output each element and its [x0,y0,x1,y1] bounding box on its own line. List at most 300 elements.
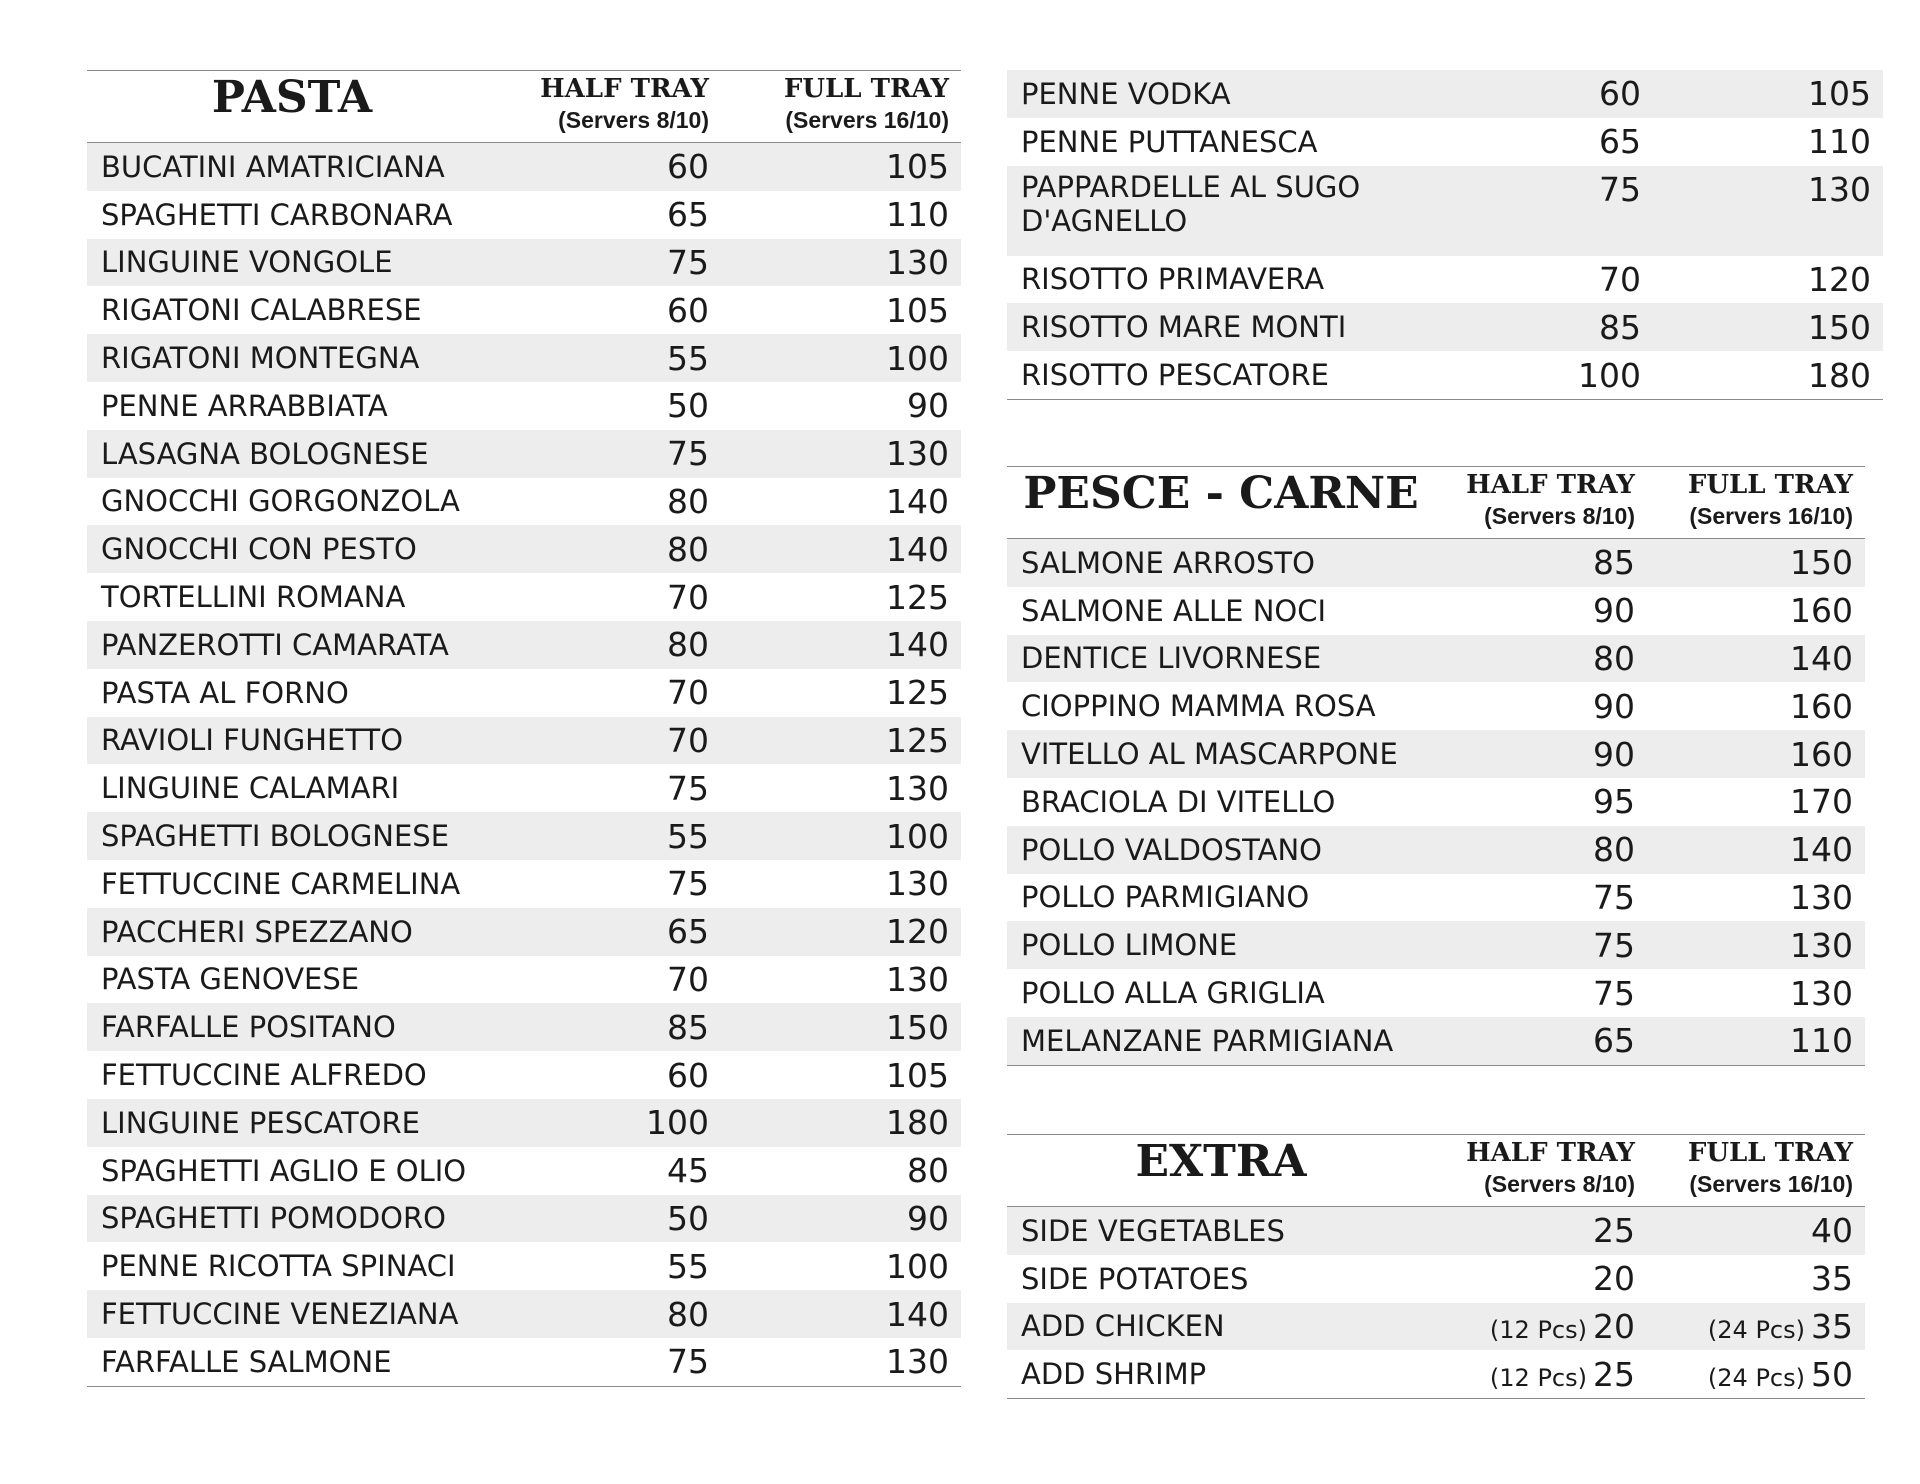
full-tray-value: 140 [886,481,949,521]
half-tray-value: 80 [1593,830,1635,870]
half-tray-price [497,382,721,430]
menu-row [87,1338,961,1386]
dish-name: SALMONE ALLE NOCI [1021,593,1327,628]
half-tray-label: HALF TRAY [1466,470,1635,500]
half-tray-price [497,1242,721,1290]
full-tray-price [721,717,961,765]
full-tray-price [721,1290,961,1338]
half-tray-price [1435,874,1647,922]
half-tray-price [497,764,721,812]
menu-row [87,525,961,573]
half-tray-value: 70 [667,959,709,999]
full-tray-price [721,1195,961,1243]
full-tray-price [721,908,961,956]
half-tray-value: 85 [667,1007,709,1047]
half-tray-value: 50 [667,386,709,426]
dish-name: SPAGHETTI BOLOGNESE [87,812,497,860]
menu-row [87,621,961,669]
full-tray-value: 130 [886,242,949,282]
full-tray-value: 180 [1808,355,1871,395]
half-tray-price [1435,730,1647,778]
half-tray-price [1435,1017,1647,1065]
half-tray-price [1435,635,1647,683]
half-tray-price [497,286,721,334]
half-tray-price [497,478,721,526]
full-tray-piece-count: (24 Pcs) [1707,1363,1805,1392]
menu-row [1007,1350,1865,1398]
dish-name: LASAGNA BOLOGNESE [87,430,497,478]
full-tray-value: 35 [1811,1259,1853,1299]
menu-row [87,956,961,1004]
dish-name: SPAGHETTI CARBONARA [101,197,453,232]
half-tray-servers: (Servers 8/10) [558,107,709,133]
half-tray-servers: (Servers 8/10) [1484,503,1635,529]
full-tray-value: 120 [886,912,949,952]
half-tray-price [1435,826,1647,874]
full-tray-value: 140 [886,1294,949,1334]
half-tray-value: 25 [1593,1354,1635,1394]
menu-row [1007,166,1883,256]
half-tray-value: 20 [1593,1259,1635,1299]
half-tray-value: 45 [667,1151,709,1191]
menu-row [1007,539,1865,587]
half-tray-price [1435,1207,1647,1255]
menu-row [1007,730,1865,778]
full-tray-value: 160 [1790,686,1853,726]
full-tray-value: 160 [1790,734,1853,774]
half-tray-price [497,191,721,239]
full-tray-price [721,1003,961,1051]
dish-name: FETTUCCINE CARMELINA [101,866,461,901]
dish-name: BUCATINI AMATRICIANA [87,143,497,191]
half-tray-price [497,143,721,191]
half-tray-price [497,1338,721,1386]
pasta-continued-table [1007,70,1883,400]
menu-row [87,382,961,430]
full-tray-price [1653,351,1883,399]
full-tray-price [721,621,961,669]
full-tray-value: 130 [1790,925,1853,965]
full-tray-price [721,334,961,382]
menu-row [87,860,961,908]
dish-name: GNOCCHI GORGONZOLA [101,484,460,519]
half-tray-value: 60 [667,1055,709,1095]
dish-name: PASTA GENOVESE [101,962,360,997]
half-tray-value: 60 [667,147,709,187]
full-tray-value: 110 [1790,1021,1853,1061]
half-tray-price [1437,256,1653,304]
menu-row [87,908,961,956]
full-tray-value: 100 [886,816,949,856]
half-tray-header [1435,1135,1647,1207]
full-tray-price [1647,778,1865,826]
dish-name: RIGATONI MONTEGNA [87,334,497,382]
menu-row [1007,826,1865,874]
half-tray-value: 70 [667,577,709,617]
full-tray-price [721,1338,961,1386]
full-tray-price [1647,874,1865,922]
full-tray-price [721,669,961,717]
half-tray-value: 75 [667,768,709,808]
half-tray-value: 75 [1593,973,1635,1013]
full-tray-price [1647,1303,1865,1351]
full-tray-label: FULL TRAY [1687,470,1853,500]
full-tray-value: 105 [1808,74,1871,114]
section-title-pasta: PASTA [87,71,497,143]
menu-row [1007,969,1865,1017]
menu-row [87,717,961,765]
full-tray-price [721,860,961,908]
dish-name: POLLO PARMIGIANO [1021,880,1310,915]
half-tray-value: 90 [1593,734,1635,774]
dish-name: POLLO ALLA GRIGLIA [1021,976,1325,1011]
menu-row [1007,1207,1865,1255]
full-tray-value: 50 [1811,1354,1853,1394]
full-tray-price [1647,682,1865,730]
menu-row [87,1099,961,1147]
full-tray-header [1647,467,1865,539]
full-tray-value: 140 [1790,830,1853,870]
half-tray-price [497,669,721,717]
full-tray-value: 125 [886,720,949,760]
full-tray-value: 40 [1811,1211,1853,1251]
half-tray-price [497,573,721,621]
half-tray-price [1437,166,1653,256]
full-tray-value: 130 [886,768,949,808]
dish-name: PAPPARDELLE AL SUGO D'AGNELLO [1007,166,1437,256]
half-tray-value: 70 [667,673,709,713]
full-tray-price [1647,730,1865,778]
dish-name: SPAGHETTI AGLIO E OLIO [101,1153,467,1188]
half-tray-price [497,956,721,1004]
half-tray-price [1437,118,1653,166]
dish-name: LINGUINE PESCATORE [87,1099,497,1147]
menu-row [1007,118,1883,166]
full-tray-value: 125 [886,673,949,713]
full-tray-piece-count: (24 Pcs) [1707,1315,1805,1344]
full-tray-value: 170 [1790,782,1853,822]
half-tray-value: 65 [667,912,709,952]
pesce-carne-table [1007,466,1865,1066]
half-tray-price [1435,778,1647,826]
half-tray-value: 50 [667,1198,709,1238]
full-tray-value: 130 [1790,877,1853,917]
half-tray-price [1435,1255,1647,1303]
full-tray-value: 100 [886,1246,949,1286]
half-tray-value: 80 [667,529,709,569]
half-tray-label: HALF TRAY [1466,1138,1635,1168]
dish-name: DENTICE LIVORNESE [1007,635,1435,683]
dish-name: POLLO LIMONE [1007,921,1435,969]
full-tray-price [721,812,961,860]
full-tray-value: 120 [1808,259,1871,299]
full-tray-label: FULL TRAY [783,74,949,104]
full-tray-price [1653,118,1883,166]
full-tray-value: 150 [1790,543,1853,583]
half-tray-value: 80 [667,625,709,665]
full-tray-value: 105 [886,147,949,187]
full-tray-value: 90 [907,1198,949,1238]
dish-name: SIDE VEGETABLES [1007,1207,1435,1255]
pasta-table [87,70,961,1387]
full-tray-price [1653,256,1883,304]
full-tray-header [721,71,961,143]
dish-name: ADD SHRIMP [1007,1350,1435,1398]
full-tray-value: 130 [1790,973,1853,1013]
full-tray-price [1653,303,1883,351]
dish-name: ADD CHICKEN [1007,1303,1435,1351]
section-title-pesce-carne: PESCE - CARNE [1007,467,1435,539]
full-tray-value: 105 [886,1055,949,1095]
half-tray-piece-count: (12 Pcs) [1489,1363,1587,1392]
menu-row [1007,70,1883,118]
dish-name: SPAGHETTI POMODORO [87,1195,497,1243]
dish-name: VITELLO AL MASCARPONE [1007,730,1435,778]
half-tray-value: 65 [667,195,709,235]
half-tray-value: 75 [667,242,709,282]
half-tray-value: 75 [667,864,709,904]
full-tray-value: 140 [1790,638,1853,678]
half-tray-price [497,621,721,669]
full-tray-price [1647,921,1865,969]
dish-name: TORTELLINI ROMANA [101,580,406,615]
half-tray-price [497,1003,721,1051]
dish-name: PENNE ARRABBIATA [101,388,388,423]
dish-name: PACCHERI SPEZZANO [87,908,497,956]
full-tray-price [721,191,961,239]
menu-row [1007,1017,1865,1065]
menu-row [87,1147,961,1195]
menu-row [87,573,961,621]
full-tray-price [1653,70,1883,118]
half-tray-price [1437,351,1653,399]
full-tray-price [721,764,961,812]
full-tray-servers: (Servers 16/10) [1689,1171,1853,1197]
full-tray-value: 130 [886,1342,949,1382]
full-tray-price [1647,969,1865,1017]
half-tray-value: 95 [1593,782,1635,822]
half-tray-value: 80 [667,1294,709,1334]
half-tray-header [1435,467,1647,539]
menu-row [87,1242,961,1290]
dish-name: RISOTTO PESCATORE [1007,351,1437,399]
full-tray-price [721,1147,961,1195]
half-tray-value: 55 [667,1246,709,1286]
full-tray-price [721,1051,961,1099]
dish-name: PASTA AL FORNO [101,675,349,710]
half-tray-value: 55 [667,338,709,378]
half-tray-value: 85 [1593,543,1635,583]
half-tray-header [497,71,721,143]
half-tray-price [1435,921,1647,969]
menu-row [87,764,961,812]
full-tray-value: 90 [907,386,949,426]
dish-name: SIDE POTATOES [1021,1261,1249,1296]
full-tray-value: 140 [886,529,949,569]
dish-name: LINGUINE VONGOLE [87,239,497,287]
menu-row [87,143,961,191]
full-tray-price [1653,166,1883,256]
full-tray-price [1647,539,1865,587]
half-tray-piece-count: (12 Pcs) [1489,1315,1587,1344]
extra-table [1007,1134,1865,1399]
menu-row [1007,921,1865,969]
menu-row [1007,874,1865,922]
full-tray-price [721,1099,961,1147]
menu-row [87,1195,961,1243]
full-tray-price [1647,1017,1865,1065]
half-tray-price [497,908,721,956]
dish-name: SALMONE ARROSTO [1007,539,1435,587]
dish-name: FETTUCCINE VENEZIANA [87,1290,497,1338]
half-tray-value: 75 [667,1342,709,1382]
half-tray-price [1437,303,1653,351]
menu-row [87,334,961,382]
half-tray-value: 20 [1593,1306,1635,1346]
menu-row [1007,682,1865,730]
full-tray-price [721,239,961,287]
half-tray-price [1437,70,1653,118]
full-tray-price [721,956,961,1004]
half-tray-price [497,334,721,382]
half-tray-value: 100 [646,1103,709,1143]
dish-name: RAVIOLI FUNGHETTO [87,717,497,765]
dish-name: CIOPPINO MAMMA ROSA [1021,689,1376,724]
half-tray-value: 60 [1599,74,1641,114]
half-tray-value: 70 [667,720,709,760]
menu-row [87,812,961,860]
menu-row [1007,256,1883,304]
full-tray-servers: (Servers 16/10) [785,107,949,133]
dish-name: POLLO VALDOSTANO [1007,826,1435,874]
half-tray-value: 65 [1593,1021,1635,1061]
half-tray-value: 75 [1593,877,1635,917]
half-tray-price [497,812,721,860]
half-tray-price [497,860,721,908]
half-tray-price [1435,682,1647,730]
half-tray-value: 65 [1599,122,1641,162]
half-tray-value: 100 [1578,355,1641,395]
full-tray-value: 100 [886,338,949,378]
menu-row [1007,303,1883,351]
half-tray-value: 80 [667,481,709,521]
menu-row [1007,635,1865,683]
full-tray-value: 125 [886,577,949,617]
full-tray-value: 105 [886,290,949,330]
dish-name: RISOTTO MARE MONTI [1007,303,1437,351]
dish-name: PANZEROTTI CAMARATA [87,621,497,669]
full-tray-price [1647,587,1865,635]
half-tray-price [497,239,721,287]
half-tray-price [497,430,721,478]
full-tray-price [721,573,961,621]
menu-row [87,191,961,239]
full-tray-price [1647,1207,1865,1255]
full-tray-price [721,143,961,191]
half-tray-price [497,717,721,765]
half-tray-price [497,525,721,573]
full-tray-price [721,478,961,526]
half-tray-price [1435,587,1647,635]
dish-name: MELANZANE PARMIGIANA [1007,1017,1435,1065]
half-tray-price [497,1099,721,1147]
dish-name: GNOCCHI CON PESTO [87,525,497,573]
dish-name: PENNE RICOTTA SPINACI [101,1249,456,1284]
full-tray-value: 150 [886,1007,949,1047]
half-tray-price [1435,1303,1647,1351]
menu-row [87,478,961,526]
half-tray-servers: (Servers 8/10) [1484,1171,1635,1197]
half-tray-value: 55 [667,816,709,856]
full-tray-value: 180 [886,1103,949,1143]
full-tray-servers: (Servers 16/10) [1689,503,1853,529]
menu-row [1007,1303,1865,1351]
section-title-extra: EXTRA [1007,1135,1435,1207]
half-tray-price [1435,969,1647,1017]
full-tray-value: 110 [1808,122,1871,162]
half-tray-value: 25 [1593,1211,1635,1251]
full-tray-price [721,382,961,430]
full-tray-price [721,430,961,478]
full-tray-value: 150 [1808,307,1871,347]
menu-row [87,239,961,287]
half-tray-price [1435,1350,1647,1398]
half-tray-value: 75 [1593,925,1635,965]
menu-row [87,1051,961,1099]
full-tray-value: 130 [886,959,949,999]
full-tray-value: 130 [886,864,949,904]
half-tray-value: 75 [1599,169,1641,209]
menu-row [87,1003,961,1051]
menu-row [87,286,961,334]
dish-name: LINGUINE CALAMARI [101,771,400,806]
half-tray-price [497,1290,721,1338]
full-tray-price [721,286,961,334]
menu-row [1007,351,1883,399]
full-tray-price [1647,826,1865,874]
menu-row [1007,1255,1865,1303]
dish-name: PENNE PUTTANESCA [1021,124,1318,159]
full-tray-price [1647,1255,1865,1303]
menu-row [1007,587,1865,635]
full-tray-value: 130 [1808,169,1871,209]
dish-name: FETTUCCINE ALFREDO [101,1058,427,1093]
half-tray-value: 60 [667,290,709,330]
full-tray-label: FULL TRAY [1687,1138,1853,1168]
dish-name: RIGATONI CALABRESE [101,293,422,328]
dish-name: FARFALLE SALMONE [87,1338,497,1386]
full-tray-value: 130 [886,434,949,474]
dish-name: RISOTTO PRIMAVERA [1021,262,1325,297]
full-tray-price [721,1242,961,1290]
half-tray-price [1435,539,1647,587]
full-tray-price [1647,635,1865,683]
full-tray-value: 140 [886,625,949,665]
menu-row [87,1290,961,1338]
full-tray-price [1647,1350,1865,1398]
menu-row [1007,778,1865,826]
menu-row [87,430,961,478]
full-tray-value: 110 [886,195,949,235]
half-tray-label: HALF TRAY [540,74,709,104]
half-tray-value: 70 [1599,259,1641,299]
full-tray-value: 35 [1811,1306,1853,1346]
full-tray-value: 160 [1790,591,1853,631]
full-tray-price [721,525,961,573]
half-tray-value: 75 [667,434,709,474]
dish-name: PENNE VODKA [1007,70,1437,118]
dish-name: FARFALLE POSITANO [87,1003,497,1051]
